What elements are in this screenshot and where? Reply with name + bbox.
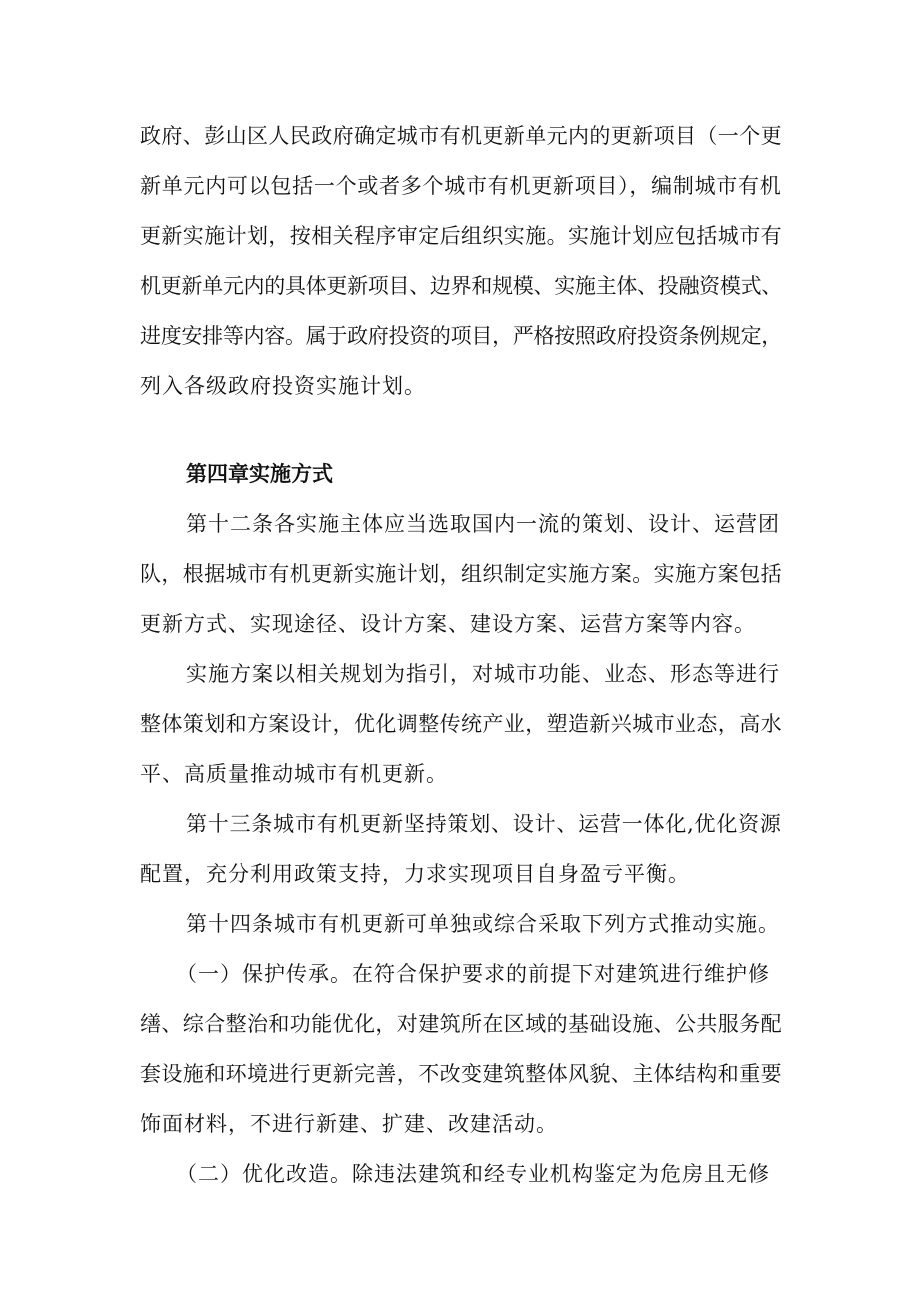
item-1-line: （一）保护传承。在符合保护要求的前提下对建筑进行维护修 (176, 962, 770, 986)
article-12-line: 第十二条各实施主体应当选取国内一流的策划、设计、运营团 (186, 512, 780, 536)
text-line: 列入各级政府投资实施计划。 (140, 374, 426, 398)
plan-paragraph-line: 平、高质量推动城市有机更新。 (140, 762, 448, 786)
chapter-title: 第四章实施方式 (186, 462, 333, 486)
item-2-line: （二）优化改造。除违法建筑和经专业机构鉴定为危房且无修 (176, 1162, 770, 1186)
text-line: 更新实施计划，按相关程序审定后组织实施。实施计划应包括城市有 (140, 224, 782, 248)
plan-paragraph-line: 实施方案以相关规划为指引，对城市功能、业态、形态等进行 (186, 662, 780, 686)
item-1-line: 缮、综合整治和功能优化，对建筑所在区域的基础设施、公共服务配 (140, 1012, 782, 1036)
plan-paragraph-line: 整体策划和方案设计，优化调整传统产业，塑造新兴城市业态，高水 (140, 712, 782, 736)
article-12-line: 队，根据城市有机更新实施计划，组织制定实施方案。实施方案包括 (140, 562, 782, 586)
article-13-line: 第十三条城市有机更新坚持策划、设计、运营一体化,优化资源 (186, 812, 782, 836)
article-14-line: 第十四条城市有机更新可单独或综合采取下列方式推动实施。 (186, 912, 780, 936)
text-line: 机更新单元内的具体更新项目、边界和规模、实施主体、投融资模式、 (140, 274, 782, 298)
text-line: 新单元内可以包括一个或者多个城市有机更新项目），编制城市有机 (140, 174, 782, 198)
article-12-line: 更新方式、实现途径、设计方案、建设方案、运营方案等内容。 (140, 612, 756, 636)
item-1-line: 饰面材料，不进行新建、扩建、改建活动。 (140, 1112, 558, 1136)
text-line: 进度安排等内容。属于政府投资的项目，严格按照政府投资条例规定， (140, 324, 782, 348)
article-13-line: 配置，充分利用政策支持，力求实现项目自身盈亏平衡。 (140, 862, 690, 886)
item-1-line: 套设施和环境进行更新完善，不改变建筑整体风貌、主体结构和重要 (140, 1062, 782, 1086)
text-line: 政府、彭山区人民政府确定城市有机更新单元内的更新项目（一个更 (140, 124, 782, 148)
